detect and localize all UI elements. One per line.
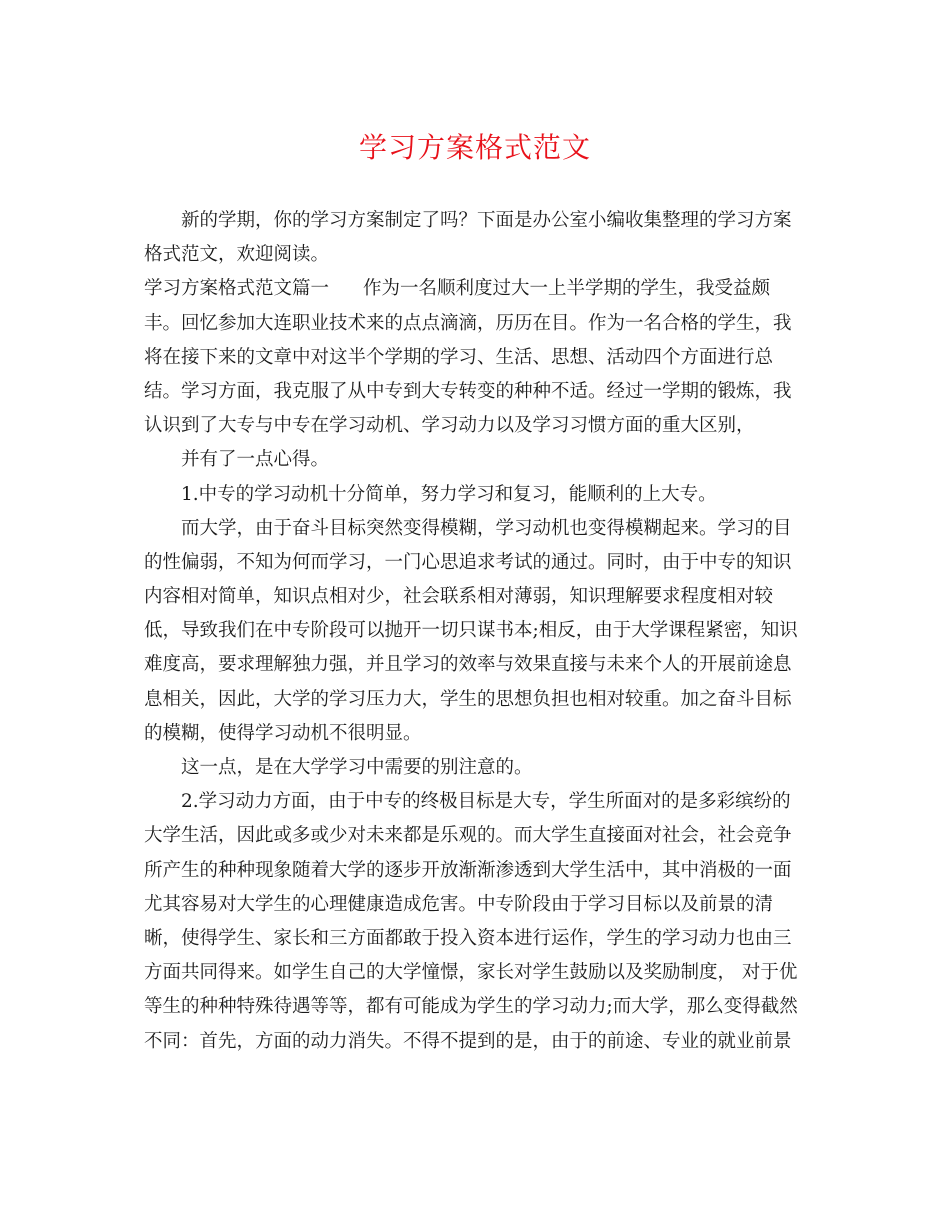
text-line: 所产生的种种现象随着大学的逐步开放渐渐渗透到大学生活中，其中消极的一面: [144, 859, 792, 881]
text-line: 不同：首先，方面的动力消失。不得不提到的是，由于的前途、专业的就业前景: [144, 1030, 792, 1052]
text-line: 等生的种种特殊待遇等等，都有可能成为学生的学习动力;而大学，那么变得截然: [144, 996, 798, 1018]
text-line: 格式范文，欢迎阅读。: [144, 244, 330, 266]
text-line: 的模糊，使得学习动机不很明显。: [144, 722, 422, 744]
text-line: 认识到了大专与中专在学习动机、学习动力以及学习习惯方面的重大区别，: [144, 415, 755, 437]
text-line: 并有了一点心得。: [181, 449, 330, 471]
text-line: 低，导致我们在中专阶段可以抛开一切只谋书本;相反，由于大学课程紧密，知识: [144, 620, 798, 642]
text-line: 息相关，因此，大学的学习压力大，学生的思想负担也相对较重。加之奋斗目标: [144, 688, 792, 710]
text-line: 1.中专的学习动机十分简单，努力学习和复习，能顺利的上大专。: [181, 483, 717, 505]
text-line: 大学生活，因此或多或少对未来都是乐观的。而大学生直接面对社会，社会竞争: [144, 825, 792, 847]
text-line: 结。学习方面，我克服了从中专到大专转变的种种不适。经过一学期的锻炼，我: [144, 380, 792, 402]
text-line: 新的学期，你的学习方案制定了吗？下面是办公室小编收集整理的学习方案: [181, 210, 792, 231]
text-line: 难度高，要求理解独力强，并且学习的效率与效果直接与未来个人的开展前途息: [144, 654, 792, 676]
text-line: 这一点，是在大学学习中需要的别注意的。: [181, 757, 533, 778]
text-line: 晰，使得学生、家长和三方面都敢于投入资本进行运作，学生的学习动力也由三: [144, 927, 792, 949]
text-line: 而大学，由于奋斗目标突然变得模糊，学习动机也变得模糊起来。学习的目: [181, 517, 792, 539]
document-body: [144, 204, 808, 1059]
text-line: [144, 272, 808, 306]
document-title: 学习方案格式范文: [358, 131, 591, 164]
text-line: 尤其容易对大学生的心理健康造成危害。中专阶段由于学习目标以及前景的清: [144, 893, 774, 915]
text-line: 的性偏弱，不知为何而学习，一门心思追求考试的通过。同时，由于中专的知识: [144, 551, 792, 573]
text-segment: 作为一名顺利度过大一上半学期的学生，我受益颇: [363, 278, 771, 300]
text-line: 内容相对简单，知识点相对少，社会联系相对薄弱，知识理解要求程度相对较: [144, 586, 774, 608]
text-line: 丰。回忆参加大连职业技术来的点点滴滴，历历在目。作为一名合格的学生，我: [144, 312, 792, 334]
text-line: 方面共同得来。如学生自己的大学憧憬，家长对学生鼓励以及奖励制度， 对于优: [144, 962, 798, 984]
text-line: 2.学习动力方面，由于中专的终极目标是大专，学生所面对的是多彩缤纷的: [181, 791, 791, 813]
text-line: 将在接下来的文章中对这半个学期的学习、生活、思想、活动四个方面进行总: [144, 346, 774, 368]
section-heading: 学习方案格式范文篇一: [144, 278, 330, 300]
